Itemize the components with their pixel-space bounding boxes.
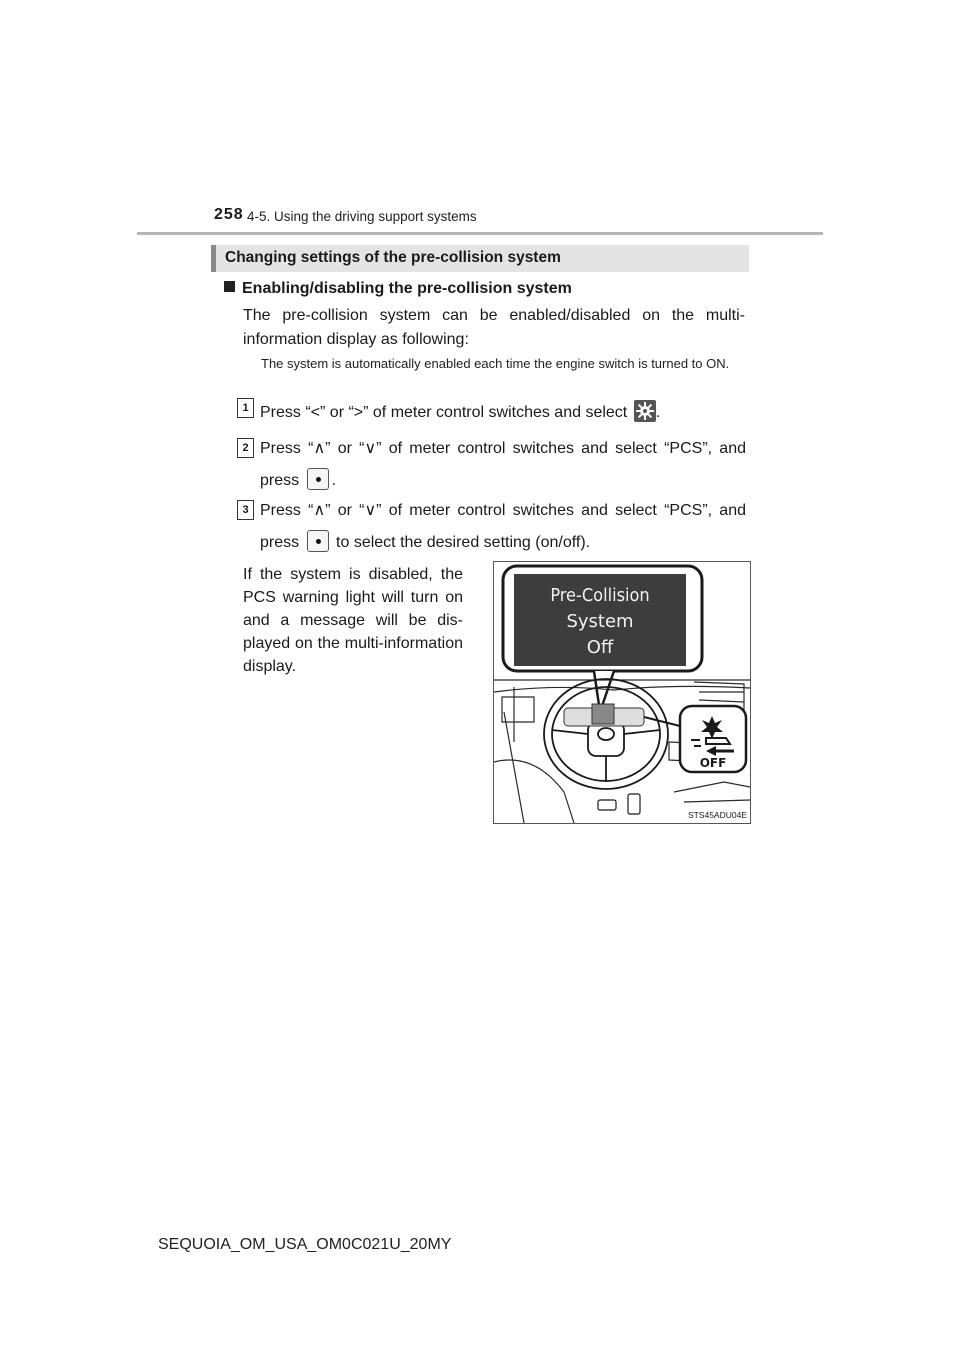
heading-accent — [211, 245, 216, 272]
display-line-2: System — [566, 611, 634, 632]
section-heading — [211, 245, 749, 272]
figure-code: STS45ADU04E — [687, 810, 747, 820]
step-number-3: 3 — [237, 500, 254, 520]
step-2-text — [260, 433, 746, 497]
pedals — [598, 794, 640, 814]
step-3-text — [260, 495, 746, 559]
step-3-text-after: to select the desired setting (on/off). — [336, 534, 591, 551]
intro-paragraph: The pre-collision system can be enabled/disabled on the multi-information display as following: — [243, 307, 745, 348]
step-3-text-before: Press “∧” or “∨” of meter control switches and select “PCS”, and press — [260, 502, 746, 551]
instrument-cluster — [564, 704, 644, 726]
disabled-line-1: If the system is disabled, the — [243, 566, 463, 583]
dashboard-drawing — [494, 562, 750, 823]
pcs-off-illustration — [493, 561, 751, 824]
indicator-pointer — [644, 717, 684, 727]
disabled-line-4: played on the multi-information — [243, 635, 463, 652]
settings-gear-icon — [634, 400, 656, 422]
enter-button-icon — [307, 468, 329, 490]
step-1-text — [260, 400, 746, 425]
step-2-text-after: . — [331, 472, 337, 489]
square-bullet-icon — [224, 281, 235, 292]
page-number: 258 — [214, 206, 244, 223]
subheading — [224, 280, 572, 298]
display-line-3: Off — [586, 637, 614, 658]
section-title: 4-5. Using the driving support systems — [247, 209, 477, 224]
section-heading-text: Changing settings of the pre-collision system — [225, 249, 561, 266]
step-1-text-after: . — [655, 404, 661, 421]
footer-code: SEQUOIA_OM_USA_OM0C021U_20MY — [158, 1236, 452, 1253]
header-divider — [137, 232, 823, 235]
step-1-text-before: Press “<” or “>” of meter control switches and select — [260, 404, 628, 421]
indicator-off-label: OFF — [699, 756, 727, 770]
subheading-text: Enabling/disabling the pre-collision system — [242, 280, 572, 297]
pcs-off-indicator — [680, 706, 746, 772]
step-2-text-before: Press “∧” or “∨” of meter control switches and select “PCS”, and press — [260, 440, 746, 489]
step-number-2: 2 — [237, 438, 254, 458]
display-line-1: Pre-Collision — [550, 585, 650, 606]
step-number-1: 1 — [237, 398, 254, 418]
disabled-description — [243, 563, 463, 678]
enter-button-icon — [307, 530, 329, 552]
disabled-line-5: display. — [243, 658, 297, 675]
note-text: The system is automatically enabled each time the engine switch is turned to ON. — [261, 356, 730, 371]
disabled-line-3: and a message will be dis- — [243, 612, 463, 629]
disabled-line-2: PCS warning light will turn on — [243, 589, 463, 606]
